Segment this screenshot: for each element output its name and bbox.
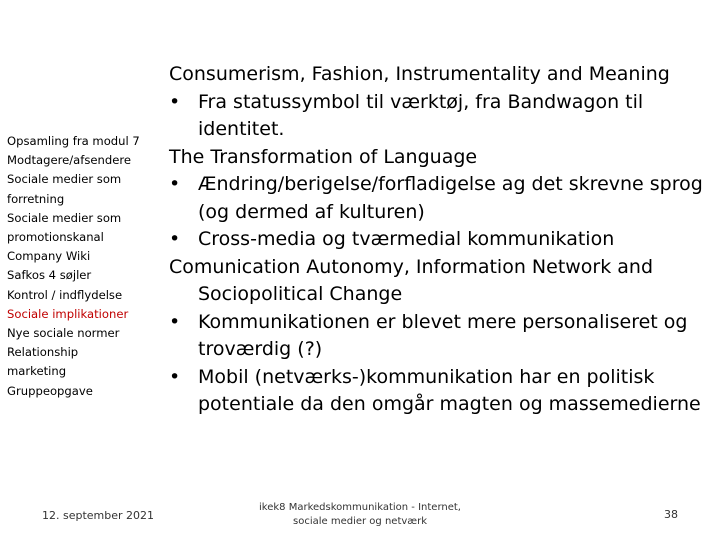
sidebar-item-kontrol[interactable]: Kontrol / indflydelse	[7, 287, 123, 302]
sidebar-item-opsamling[interactable]: Opsamling fra modul 7	[7, 134, 140, 148]
sidebar-item-sociale-medier-promotion[interactable]: Sociale medier som	[7, 210, 122, 225]
bullet-text: Ændring/berigelse/forfladigelse ag det skrevne sprog (og dermed af kulturen)	[198, 173, 703, 223]
heading-consumerism: Consumerism, Fashion, Instrumentality and Meaning	[169, 63, 670, 85]
bullet-icon: •	[169, 228, 181, 250]
sidebar-item-nye-sociale-normer[interactable]: Nye sociale normer	[7, 326, 120, 341]
bullet-text: Fra statussymbol til værktøj, fra Bandwagon til identitet.	[198, 90, 644, 140]
sidebar-item-safkos-soejler[interactable]: Safkos 4 søjler	[7, 268, 92, 283]
footer-title-line: ikek8 Markedskommunikation - Internet,	[259, 502, 461, 513]
bullet-icon: •	[169, 310, 181, 333]
sidebar-item-relationship[interactable]: Relationship	[7, 345, 79, 360]
sidebar-item-promotionskanal[interactable]: promotionskanal	[7, 230, 104, 245]
bullet-text: Cross-media og tværmedial kommunikation	[198, 228, 615, 250]
footer-date: 12. september 2021	[42, 509, 155, 522]
sidebar-item-forretning[interactable]: forretning	[7, 191, 65, 206]
bullet-icon: •	[169, 173, 181, 195]
bullet-icon: •	[169, 90, 181, 113]
bullet-text: Mobil (netværks-)kommunikation har en politisk potentiale da den omgår magten og massemedierne	[198, 365, 701, 415]
sidebar-outline	[7, 132, 159, 401]
bullet-text: Kommunikationen er blevet mere personaliseret og troværdig (?)	[198, 310, 688, 360]
heading-communication-autonomy: Comunication Autonomy, Information Network and Sociopolitical Change	[169, 255, 654, 305]
footer-title-line: sociale medier og netværk	[293, 516, 427, 527]
bullet-icon: •	[169, 365, 181, 388]
bullet-item	[169, 309, 709, 364]
bullet-item	[169, 171, 709, 226]
sidebar-item-company-wiki[interactable]: Company Wiki	[7, 249, 91, 264]
bullet-item	[169, 364, 709, 419]
sidebar-item-marketing[interactable]: marketing	[7, 364, 67, 379]
slide-body	[169, 61, 709, 419]
bullet-item	[169, 226, 709, 254]
bullet-item	[169, 89, 709, 144]
page-number: 38	[664, 508, 678, 521]
sidebar-item-sociale-medier-forretning[interactable]: Sociale medier som	[7, 172, 122, 187]
sidebar-item-modtagere[interactable]: Modtagere/afsendere	[7, 153, 131, 168]
sidebar-item-sociale-implikationer[interactable]: Sociale implikationer	[7, 306, 129, 321]
heading-transformation: The Transformation of Language	[169, 145, 478, 168]
footer-title	[240, 501, 480, 529]
sidebar-item-gruppeopgave[interactable]: Gruppeopgave	[7, 383, 93, 398]
